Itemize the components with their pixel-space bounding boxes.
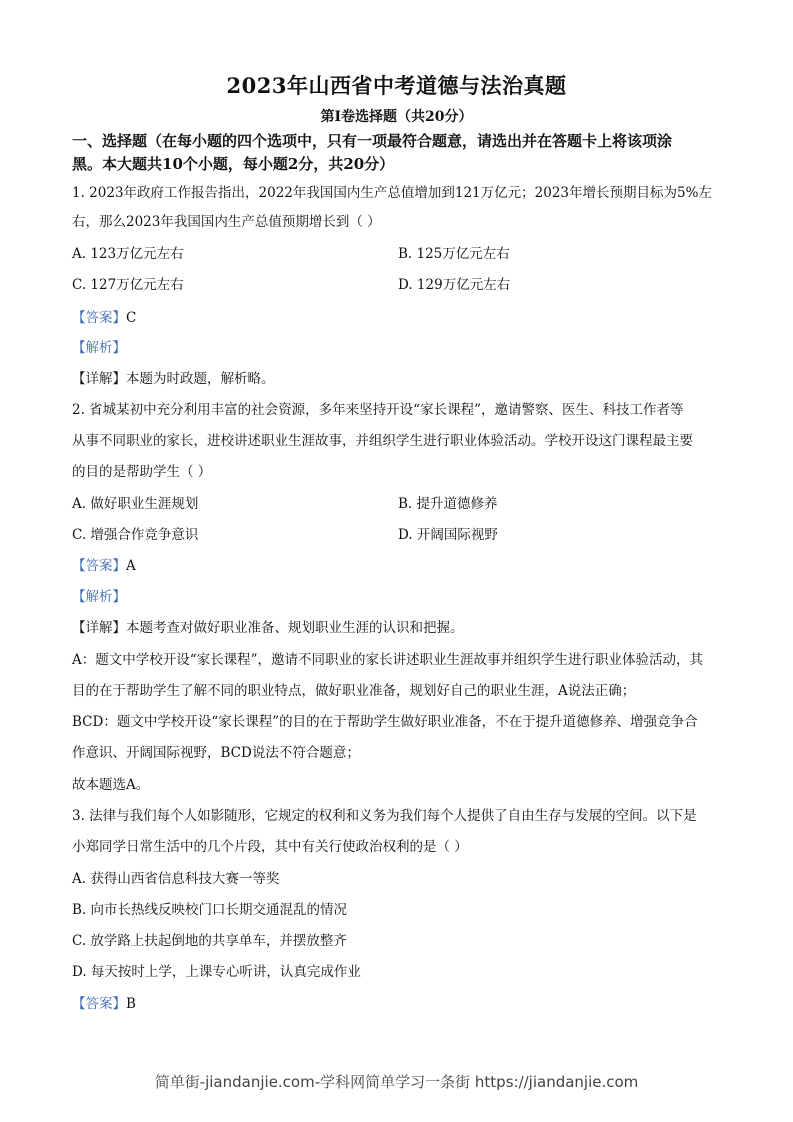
- q2-answer-value: A: [126, 558, 136, 574]
- q1-stem-line-2: 右，那么2023年我国国内生产总值预期增长到（ ）: [72, 214, 381, 230]
- section-instructions: [72, 130, 722, 176]
- q3-answer: [72, 994, 722, 1014]
- q1-detail: [72, 369, 722, 389]
- q2-analysis: [72, 587, 722, 607]
- q1-detail-text: 本题为时政题，解析略。: [126, 371, 275, 387]
- q1-option-a: A. 123万亿元左右: [72, 246, 184, 262]
- q3-option-a: A. 获得山西省信息科技大赛一等奖: [72, 871, 280, 887]
- q1-option-d: D. 129万亿元左右: [398, 277, 511, 293]
- q2-explanation-bcd-line-2: 作意识、开阔国际视野，BCD说法不符合题意；: [72, 745, 360, 761]
- q3-option-b: B. 向市长热线反映校门口长期交通混乱的情况: [72, 902, 348, 918]
- q1-answer: [72, 308, 722, 328]
- q1-option-c: C. 127万亿元左右: [72, 277, 184, 293]
- answer-tag: 【答案】: [72, 996, 126, 1012]
- analysis-tag: 【解析】: [72, 340, 126, 356]
- q2-stem-line-2: 从事不同职业的家长，进校讲述职业生涯故事，并组织学生进行职业体验活动。学校开设这门课程最主要: [72, 433, 693, 449]
- q3-answer-value: B: [126, 996, 136, 1012]
- q1-answer-value: C: [126, 310, 137, 326]
- q3-stem-line-2: 小郑同学日常生活中的几个片段，其中有关行使政治权利的是（ ）: [72, 839, 468, 855]
- q2-stem-line-3: 的目的是帮助学生（ ）: [72, 464, 212, 480]
- q3-option-d: D. 每天按时上学，上课专心听讲，认真完成作业: [72, 964, 361, 980]
- q2-answer: [72, 556, 722, 576]
- paper-part-subtitle: 第Ⅰ卷选择题（共20分）: [320, 109, 473, 125]
- answer-tag: 【答案】: [72, 310, 126, 326]
- watermark-footer: 简单街-jiandanjie.com-学科网简单学习一条街 https://jiandanjie.com: [154, 1073, 639, 1091]
- q2-option-d: D. 开阔国际视野: [398, 527, 498, 543]
- q2-option-c: C. 增强合作竞争意识: [72, 527, 199, 543]
- q2-stem-line-1: 2. 省城某初中充分利用丰富的社会资源，多年来坚持开设“家长课程”，邀请警察、医生、科技工作者等: [72, 402, 684, 418]
- q1-stem-line-1: 1. 2023年政府工作报告指出，2022年我国国内生产总值增加到121万亿元；2023年增长预期目标为5%左: [72, 185, 712, 201]
- q3-stem-line-1: 3. 法律与我们每个人如影随形，它规定的权利和义务为我们每个人提供了自由生存与发展的空间。以下是: [72, 808, 697, 824]
- q2-option-b: B. 提升道德修养: [398, 496, 498, 512]
- section-instructions-line-1: 一、选择题（在每小题的四个选项中，只有一项最符合题意，请选出并在答题卡上将该项涂: [72, 132, 673, 150]
- q3-option-c: C. 放学路上扶起倒地的共享单车，并摆放整齐: [72, 933, 347, 949]
- q2-explanation-a-line-1: A：题文中学校开设“家长课程”，邀请不同职业的家长讲述职业生涯故事并组织学生进行职业体验活动，其: [72, 652, 704, 668]
- analysis-tag: 【解析】: [72, 589, 126, 605]
- q2-detail: [72, 618, 722, 638]
- q2-explanation-a-line-2: 目的在于帮助学生了解不同的职业特点，做好职业准备，规划好自己的职业生涯，A说法正确；: [72, 683, 636, 699]
- section-instructions-line-2: 黑。本大题共10个小题，每小题2分，共20分）: [72, 155, 395, 173]
- q2-option-a: A. 做好职业生涯规划: [72, 496, 199, 512]
- q2-detail-text: 本题考查对做好职业准备、规划职业生涯的认识和把握。: [126, 620, 464, 636]
- q2-conclusion: 故本题选A。: [72, 777, 150, 793]
- q1-option-b: B. 125万亿元左右: [398, 246, 510, 262]
- detail-tag: 【详解】: [72, 620, 126, 636]
- document-title: 2023年山西省中考道德与法治真题: [226, 73, 567, 98]
- q2-explanation-bcd-line-1: BCD：题文中学校开设“家长课程”的目的在于帮助学生做好职业准备，不在于提升道德修养、增强竞争合: [72, 714, 698, 730]
- answer-tag: 【答案】: [72, 558, 126, 574]
- detail-tag: 【详解】: [72, 371, 126, 387]
- q1-analysis: [72, 338, 722, 358]
